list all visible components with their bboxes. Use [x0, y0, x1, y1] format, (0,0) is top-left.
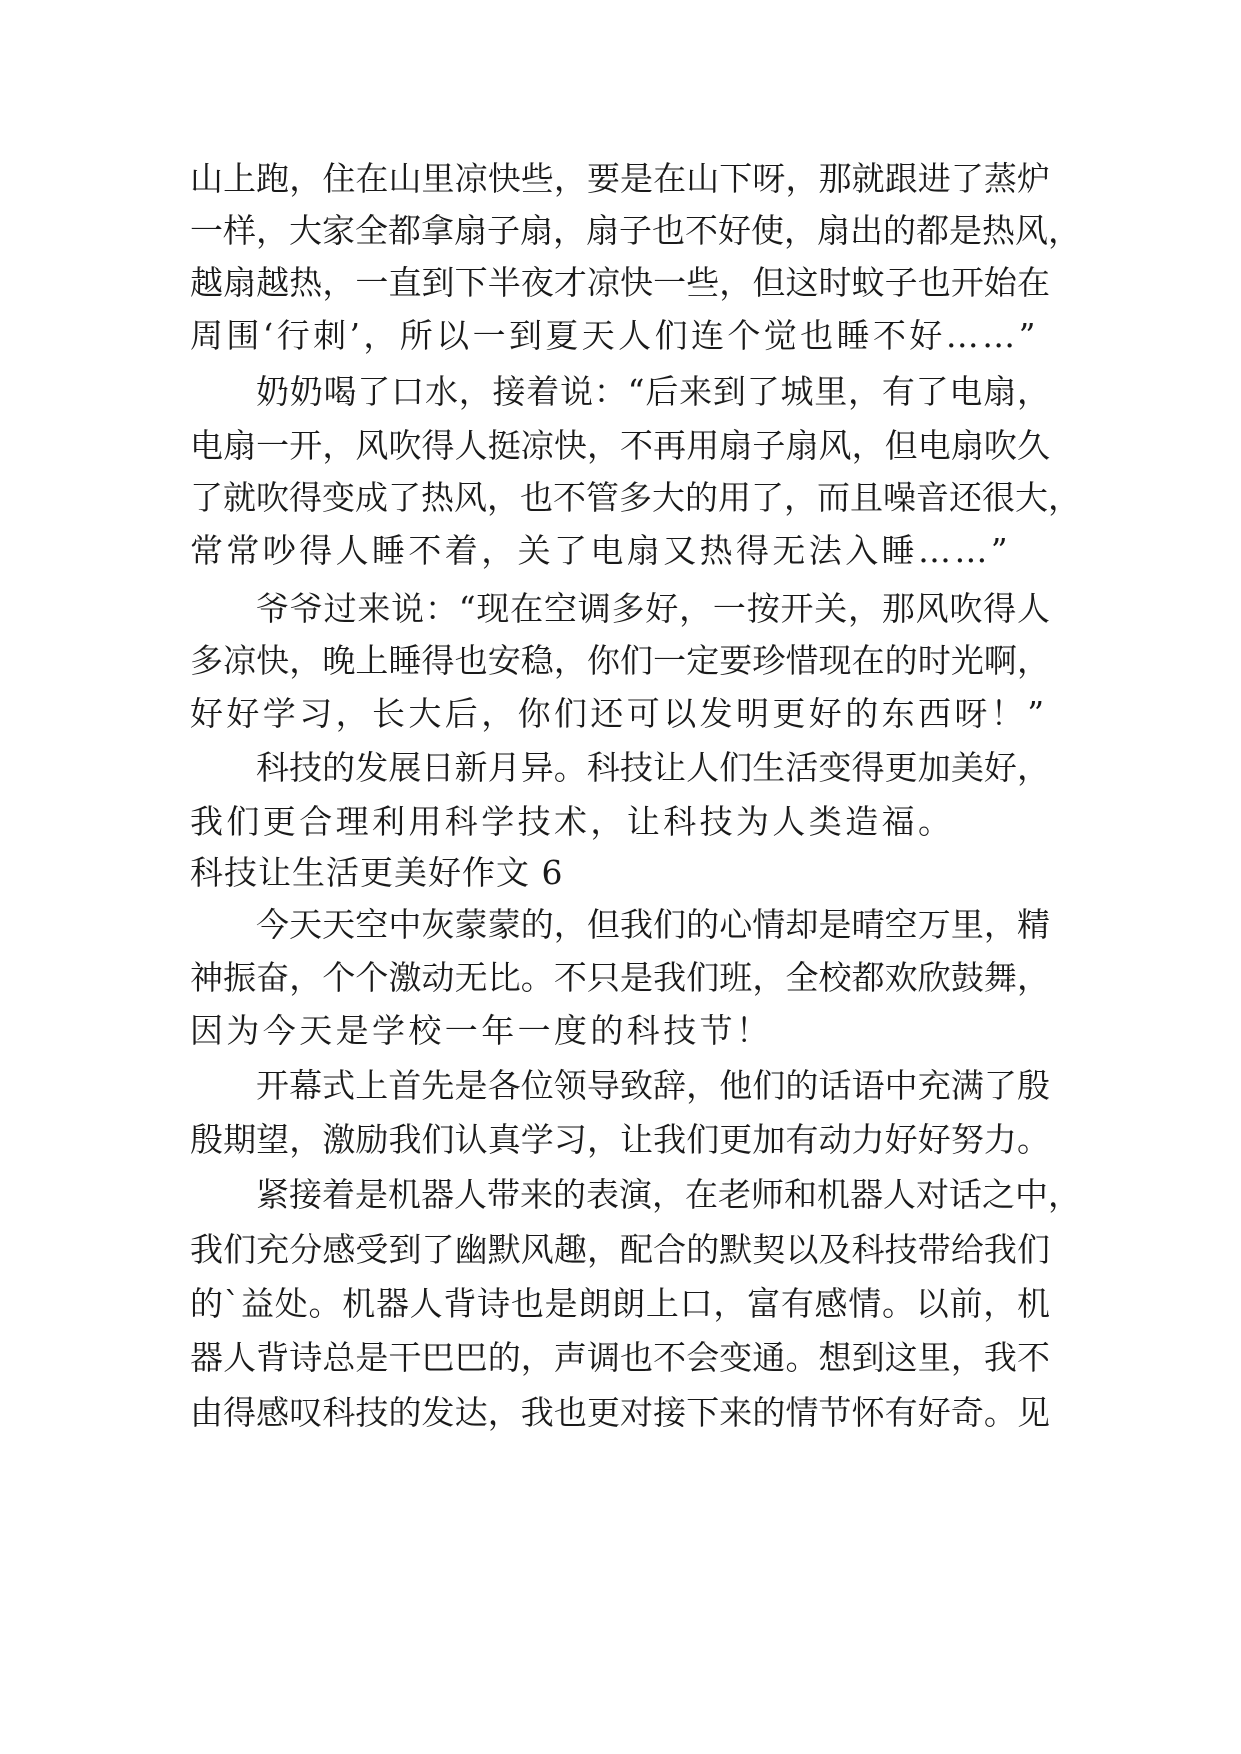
paragraph-first-line: 奶奶喝了口水，接着说：“后来到了城里，有了电扇，: [256, 372, 1050, 411]
text-line: 我们更合理利用科学技术，让科技为人类造福。: [190, 802, 955, 841]
paragraph-first-line: 爷爷过来说：“现在空调多好，一按开关，那风吹得人: [256, 589, 1050, 628]
text-line: 一样，大家全都拿扇子扇，扇子也不好使，扇出的都是热风，: [190, 211, 1081, 250]
text-line: 好好学习，长大后，你们还可以发明更好的东西呀！”: [190, 694, 1048, 733]
paragraph-first-line: 今天天空中灰蒙蒙的，但我们的心情却是晴空万里，精: [256, 905, 1050, 944]
paragraph-first-line: 科技的发展日新月异。科技让人们生活变得更加美好，: [256, 748, 1050, 787]
text-line: 的`益处。机器人背诗也是朗朗上口，富有感情。以前，机: [190, 1284, 1050, 1323]
text-line: 山上跑，住在山里凉快些，要是在山下呀，那就跟进了蒸炉: [190, 159, 1050, 198]
text-line: 越扇越热，一直到下半夜才凉快一些，但这时蚊子也开始在: [190, 263, 1050, 302]
text-line: 多凉快，晚上睡得也安稳，你们一定要珍惜现在的时光啊，: [190, 641, 1050, 680]
text-line: 因为今天是学校一年一度的科技节！: [190, 1011, 773, 1050]
text-line: 我们充分感受到了幽默风趣，配合的默契以及科技带给我们: [190, 1230, 1050, 1269]
paragraph-first-line: 紧接着是机器人带来的表演，在老师和机器人对话之中，: [256, 1175, 1081, 1214]
text-line: 周围‘行刺’，所以一到夏天人们连个觉也睡不好……”: [190, 316, 1039, 355]
text-line: 神振奋，个个激动无比。不只是我们班，全校都欢欣鼓舞，: [190, 958, 1050, 997]
section-heading: 科技让生活更美好作文 6: [190, 853, 564, 892]
text-line: 器人背诗总是干巴巴的，声调也不会变通。想到这里，我不: [190, 1338, 1050, 1377]
text-line: 由得感叹科技的发达，我也更对接下来的情节怀有好奇。见: [190, 1393, 1050, 1432]
text-line: 常常吵得人睡不着，关了电扇又热得无法入睡……”: [190, 531, 1012, 570]
text-line: 电扇一开，风吹得人挺凉快，不再用扇子扇风，但电扇吹久: [190, 426, 1050, 465]
paragraph-first-line: 开幕式上首先是各位领导致辞，他们的话语中充满了殷: [256, 1066, 1050, 1105]
text-line: 了就吹得变成了热风，也不管多大的用了，而且噪音还很大，: [190, 478, 1081, 517]
text-line: 殷期望，激励我们认真学习，让我们更加有动力好好努力。: [190, 1120, 1050, 1159]
